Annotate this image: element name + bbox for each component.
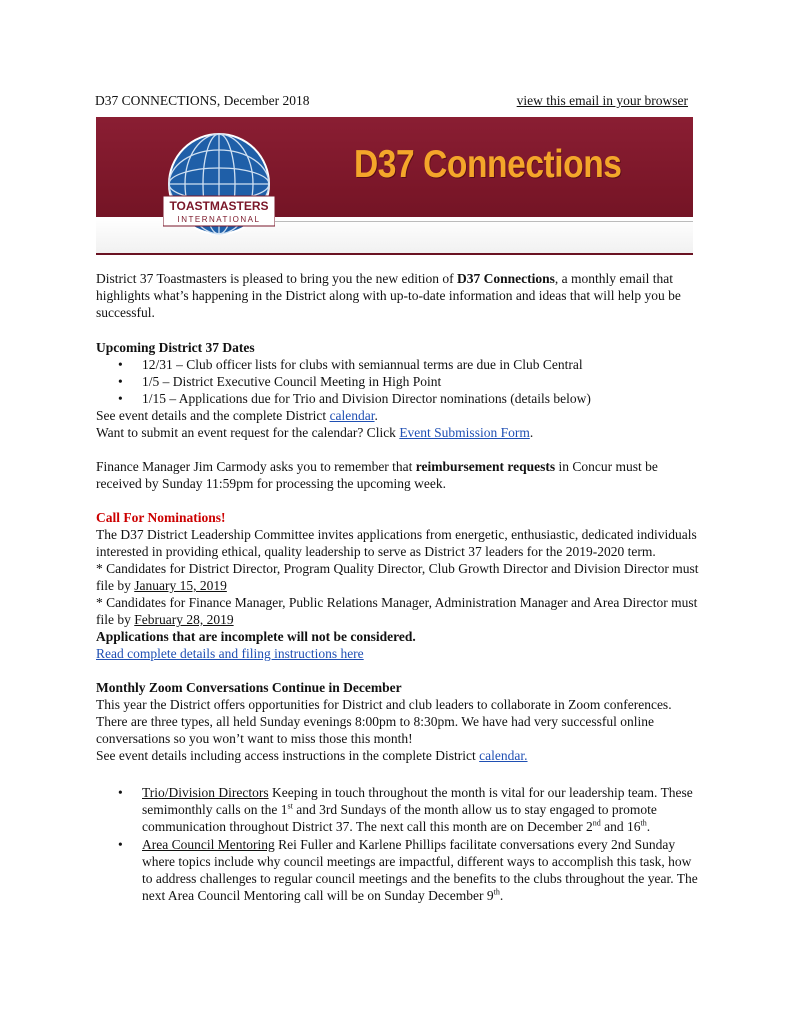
list-item: • 12/31 – Club officer lists for clubs with semiannual terms are due in Club Central <box>142 356 702 373</box>
incomplete-warning: Applications that are incomplete will not be considered. <box>96 629 416 644</box>
finance-bold: reimbursement requests <box>415 459 556 474</box>
spacer <box>96 441 702 458</box>
submit-line-text: Want to submit an event request for the calendar? Click <box>96 425 400 440</box>
spacer <box>96 492 702 509</box>
header-bar <box>95 93 690 111</box>
finance-text-end: in Concur must be received by Sunday 11:59pm for processing the upcoming week. <box>96 459 658 491</box>
logo-text-top: TOASTMASTERS <box>169 199 269 213</box>
event-submission-link[interactable]: Event Submission Form <box>399 425 530 440</box>
ordinal: th <box>640 818 647 828</box>
ordinal: st <box>287 801 293 811</box>
list-item <box>142 784 702 835</box>
view-in-browser-link[interactable]: view this email in your browser <box>516 93 688 108</box>
nominations-body: The D37 District Leadership Committee invites applications from energetic, enthusiastic, dedicated individuals interested in providing ethical, quality leadership to serve as District 37 leaders for the 2019-2020 term. <box>96 527 697 559</box>
zoom-calendar-link[interactable]: calendar. <box>479 748 528 763</box>
dates-heading: Upcoming District 37 Dates <box>96 340 255 355</box>
finance-paragraph <box>96 458 702 492</box>
list-item <box>142 836 702 904</box>
issue-title: D37 CONNECTIONS, December 2018 <box>95 93 310 108</box>
item-text: Keeping in touch throughout the month is vital for our leadership team. These semimonthly calls on the 1 <box>142 785 693 817</box>
logo-text-bottom: INTERNATIONAL <box>177 215 261 224</box>
dates-list <box>96 356 702 407</box>
spacer <box>96 662 702 679</box>
nominations-line-1-text: * Candidates for District Director, Program Quality Director, Club Growth Director and Division Director must file by <box>96 561 699 593</box>
calendar-line: See event details and the complete District calendar. <box>96 408 378 423</box>
item-text: and 3rd Sundays of the month allow us to stay engaged to promote communication throughout District 37. The next call this month are on December 2 <box>142 802 657 834</box>
item-text: . <box>499 888 504 903</box>
area-council-link[interactable]: Area Council Mentoring <box>142 837 275 852</box>
ordinal: th <box>493 887 500 897</box>
item-text: Rei Fuller and Karlene Phillips facilitate conversations every 2nd Sunday where topics include why council meetings are impactful, different ways to accomplish this task, how to address challenges to regular council meetings and the benefits to the clubs throughout the year. The next Area Council Mentoring call will be on Sunday December 9 <box>142 837 698 903</box>
intro-text: District 37 Toastmasters is pleased to bring you the new edition of <box>96 271 457 286</box>
list-item: • 1/5 – District Executive Council Meeting in High Point <box>142 373 702 390</box>
nominations-line-1 <box>96 560 702 594</box>
zoom-body: This year the District offers opportunities for District and club leaders to collaborate in Zoom conferences. There are three types, all held Sunday evenings 8:00pm to 8:30pm. We have had very successful online conversations so you won’t want to miss those this month! <box>96 697 672 746</box>
deadline-date-1: January 15, 2019 <box>134 578 227 593</box>
banner-divider <box>266 221 693 222</box>
zoom-calendar-text: See event details including access instructions in the complete District <box>96 748 480 763</box>
submit-line: Want to submit an event request for the calendar? Click Event Submission Form. <box>96 425 534 440</box>
item-text: . <box>646 819 651 834</box>
list-item: • 1/15 – Applications due for Trio and Division Director nominations (details below) <box>142 390 702 407</box>
nominations-line-2-text: * Candidates for Finance Manager, Public Relations Manager, Administration Manager and Area Director must file by <box>96 595 698 627</box>
zoom-list <box>96 784 702 904</box>
zoom-calendar-line <box>96 747 702 764</box>
calendar-line-text: See event details and the complete District <box>96 408 330 423</box>
filing-details-link[interactable]: Read complete details and filing instructions here <box>96 646 364 661</box>
spacer <box>96 764 702 784</box>
intro-paragraph <box>96 270 702 321</box>
deadline-date-2: February 28, 2019 <box>134 612 234 627</box>
nominations-line-2 <box>96 594 702 628</box>
trio-division-link[interactable]: Trio/Division Directors <box>142 785 269 800</box>
banner-title: D37 Connections <box>354 143 622 186</box>
toastmasters-logo <box>163 130 275 246</box>
ordinal: nd <box>592 818 601 828</box>
finance-text: Finance Manager Jim Carmody asks you to remember that <box>96 459 416 474</box>
zoom-heading: Monthly Zoom Conversations Continue in December <box>96 680 402 695</box>
calendar-link[interactable]: calendar <box>329 408 375 423</box>
item-text: and 16 <box>600 819 641 834</box>
details-line <box>96 645 702 662</box>
nominations-heading: Call For Nominations! <box>96 510 226 525</box>
newsletter-body <box>96 270 702 905</box>
intro-bold: D37 Connections <box>457 271 555 286</box>
intro-text-end: , a monthly email that highlights what’s happening in the District along with up-to-date information and ideas that will help you be successful. <box>96 271 681 320</box>
